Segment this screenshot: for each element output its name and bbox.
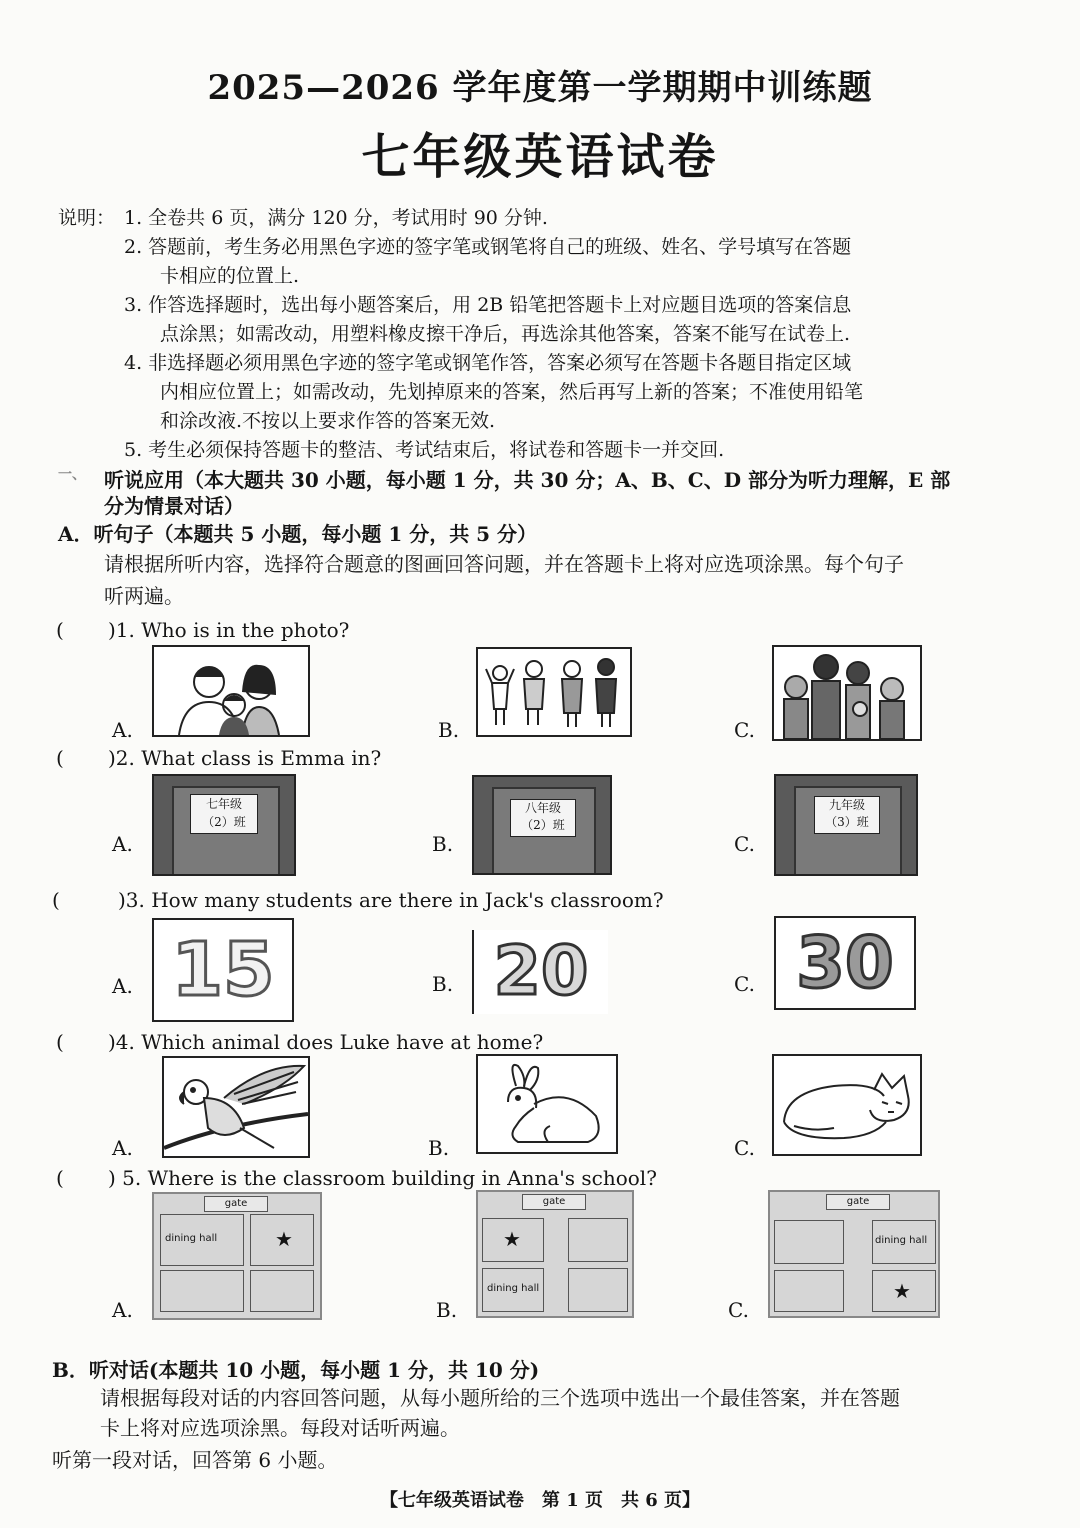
dining-hall-building xyxy=(160,1214,244,1266)
rabbit-icon xyxy=(478,1056,616,1152)
instruction-line: 点涂黑；如需改动，用塑料橡皮擦干净后，再选涂其他答案，答案不能写在试卷上. xyxy=(160,323,851,345)
number-20: 20 xyxy=(493,932,589,1011)
q1-option-b-image[interactable] xyxy=(476,647,632,737)
question-5: ) 5. Where is the classroom building in Anna's school? xyxy=(108,1166,657,1190)
parrot-icon xyxy=(164,1058,308,1156)
answer-paren[interactable]: ( xyxy=(52,888,60,912)
class-text: （3）班 xyxy=(825,815,869,829)
gate-label: gate xyxy=(522,1194,586,1210)
instruction-line: 内相应位置上；如需改动，先划掉原来的答案，然后再写上新的答案；不准使用铅笔 xyxy=(160,381,864,403)
instruction-line: 和涂改液.不按以上要求作答的答案无效. xyxy=(160,410,496,432)
q2-option-b-door[interactable] xyxy=(472,775,612,875)
building xyxy=(774,1270,844,1312)
section-a-instruction: 请根据所听内容，选择符合题意的图画回答问题，并在答题卡上将对应选项涂黑。每个句子 xyxy=(104,552,904,576)
gate-label: gate xyxy=(204,1196,268,1212)
section-b-heading: B．听对话(本题共 10 小题，每小题 1 分，共 10 分) xyxy=(52,1358,540,1382)
grade-text: 八年级 xyxy=(524,801,561,815)
building xyxy=(160,1270,244,1312)
classroom-building xyxy=(872,1270,936,1312)
question-3: )3. How many students are there in Jack's classroom? xyxy=(118,888,664,912)
star-icon: ★ xyxy=(275,1227,293,1251)
class-text: （2）班 xyxy=(202,815,246,829)
dining-hall-building xyxy=(482,1268,544,1312)
building xyxy=(568,1218,628,1262)
instruction-line: 2. 答题前，考生务必用黑色字迹的签字笔或钢笔将自己的班级、姓名、学号填写在答题 xyxy=(124,236,852,258)
exam-subject-title: 七年级英语试卷 xyxy=(361,129,719,185)
star-icon: ★ xyxy=(893,1279,911,1303)
q4-option-c-cat[interactable] xyxy=(772,1054,922,1156)
grade-text: 九年级 xyxy=(828,798,865,812)
option-label: A. xyxy=(112,1298,133,1322)
exam-year-title: 2025—2026 学年度第一学期期中训练题 xyxy=(207,68,873,108)
instruction-line: 卡相应的位置上. xyxy=(160,265,300,287)
grade-text: 七年级 xyxy=(205,797,242,811)
option-label: A. xyxy=(112,1136,133,1160)
dining-hall-building xyxy=(872,1220,936,1264)
q5-option-b-map[interactable] xyxy=(476,1190,634,1318)
star-icon: ★ xyxy=(503,1227,521,1251)
answer-paren[interactable]: ( xyxy=(56,1030,64,1054)
part1-heading: 听说应用（本大题共 30 小题，每小题 1 分，共 30 分；A、B、C、D 部分为听力理解，E 部 xyxy=(104,468,951,492)
q3-option-c-number[interactable] xyxy=(774,916,916,1010)
option-label: C. xyxy=(734,972,755,996)
instruction-line: 4. 非选择题必须用黑色字迹的签字笔或钢笔作答，答案必须写在答题卡各题目指定区域 xyxy=(124,352,852,374)
answer-paren[interactable]: ( xyxy=(56,1166,64,1190)
q4-option-b-rabbit[interactable] xyxy=(476,1054,618,1154)
answer-paren[interactable]: ( xyxy=(56,746,64,770)
building xyxy=(774,1220,844,1264)
number-15: 15 xyxy=(171,927,275,1013)
option-label: C. xyxy=(728,1298,749,1322)
q3-option-b-number[interactable] xyxy=(472,930,608,1014)
option-label: B. xyxy=(432,972,454,996)
instruction-line: 1. 全卷共 6 页，满分 120 分，考试用时 90 分钟. xyxy=(124,207,548,229)
class-sign xyxy=(190,794,258,834)
number-30: 30 xyxy=(796,922,894,1004)
option-label: C. xyxy=(734,718,755,742)
cat-icon xyxy=(774,1056,920,1154)
option-label: B. xyxy=(436,1298,458,1322)
option-label: C. xyxy=(734,1136,755,1160)
option-label: A. xyxy=(112,832,133,856)
dining-hall-label: dining hall xyxy=(165,1233,218,1244)
question-4: )4. Which animal does Luke have at home? xyxy=(108,1030,544,1054)
q5-option-a-map[interactable] xyxy=(152,1192,322,1320)
page-footer: 【七年级英语试卷 第 1 页 共 6 页】 xyxy=(379,1490,701,1511)
q2-option-c-door[interactable] xyxy=(774,774,918,876)
dining-hall-label: dining hall xyxy=(875,1235,928,1246)
section-b-instruction-cont: 卡上将对应选项涂黑。每段对话听两遍。 xyxy=(100,1416,460,1440)
section-a-instruction-cont: 听两遍。 xyxy=(104,584,184,608)
part1-heading-cont: 分为情景对话） xyxy=(104,494,244,518)
section-b-instruction: 请根据每段对话的内容回答问题，从每小题所给的三个选项中选出一个最佳答案，并在答题 xyxy=(100,1386,900,1410)
class-text: （2）班 xyxy=(521,818,565,832)
family-of-three-icon xyxy=(154,647,308,735)
option-label: C. xyxy=(734,832,755,856)
q1-option-c-image[interactable] xyxy=(772,645,922,741)
classroom-building xyxy=(482,1218,544,1262)
q3-option-a-number[interactable] xyxy=(152,918,294,1022)
option-label: A. xyxy=(112,718,133,742)
option-label: B. xyxy=(432,832,454,856)
option-label: B. xyxy=(428,1136,450,1160)
building xyxy=(568,1268,628,1312)
building xyxy=(250,1270,314,1312)
question-2: )2. What class is Emma in? xyxy=(108,746,382,770)
option-label: A. xyxy=(112,974,133,998)
instructions-label: 说明： xyxy=(58,207,116,229)
four-people-icon xyxy=(478,649,630,735)
classroom-building xyxy=(250,1214,314,1266)
big-family-icon xyxy=(774,647,920,739)
part-marker: 一、 xyxy=(58,467,86,483)
question-1: )1. Who is in the photo? xyxy=(108,618,350,642)
class-sign xyxy=(814,796,880,834)
q4-option-a-parrot[interactable] xyxy=(162,1056,310,1158)
q5-option-c-map[interactable] xyxy=(768,1190,940,1318)
dining-hall-label: dining hall xyxy=(487,1283,540,1294)
q1-option-a-image[interactable] xyxy=(152,645,310,737)
instruction-line: 3. 作答选择题时，选出每小题答案后，用 2B 铅笔把答题卡上对应题目选项的答案信息 xyxy=(124,294,852,316)
instruction-line: 5. 考生必须保持答题卡的整洁、考试结束后，将试卷和答题卡一并交回. xyxy=(124,439,725,461)
gate-label: gate xyxy=(826,1194,890,1210)
dialogue-1-prompt: 听第一段对话，回答第 6 小题。 xyxy=(52,1448,338,1472)
option-label: B. xyxy=(438,718,460,742)
section-a-heading: A．听句子（本题共 5 小题，每小题 1 分，共 5 分） xyxy=(58,522,538,546)
answer-paren[interactable]: ( xyxy=(56,618,64,642)
q2-option-a-door[interactable] xyxy=(152,774,296,876)
class-sign xyxy=(510,799,576,837)
